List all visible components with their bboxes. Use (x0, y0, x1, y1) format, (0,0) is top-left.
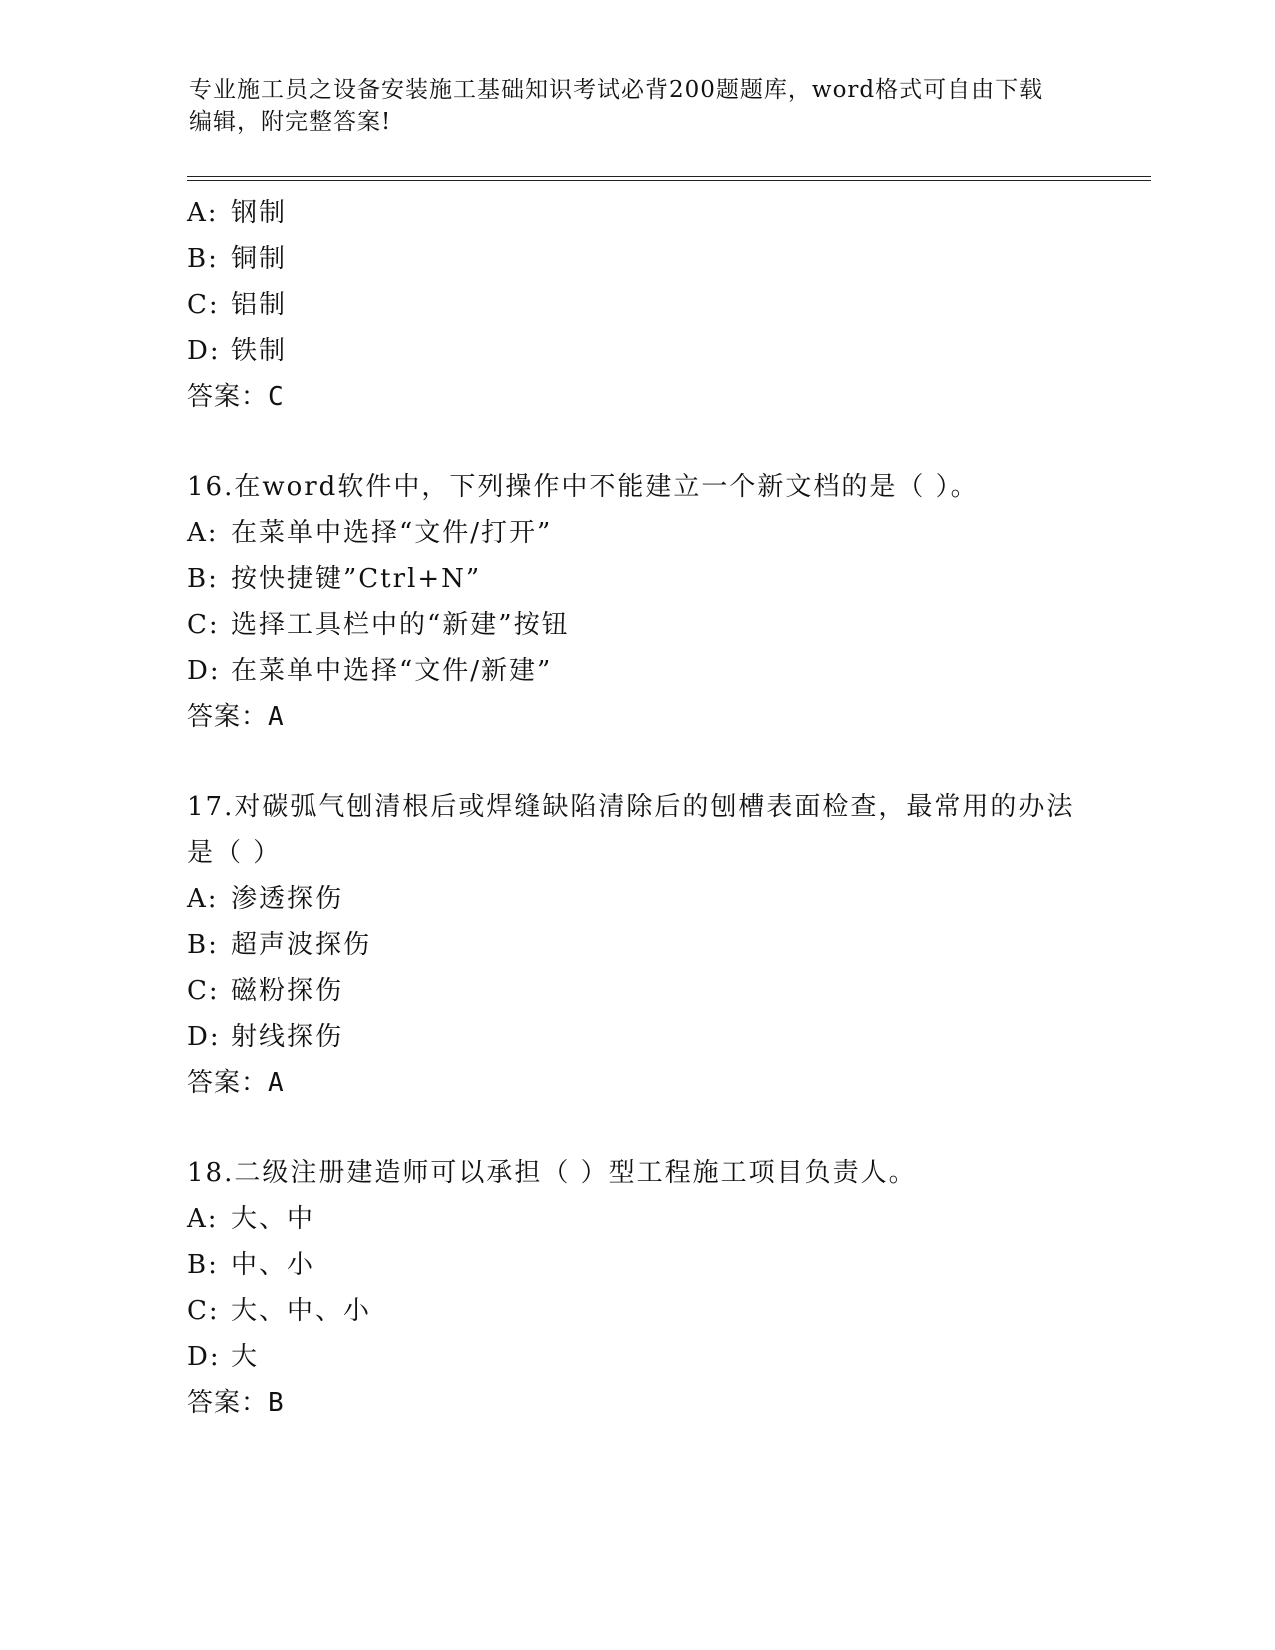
option-b (187, 556, 1147, 602)
option-c (187, 602, 1147, 648)
question-text: 18.二级注册建造师可以承担（ ）型工程施工项目负责人。 (187, 1158, 917, 1188)
option-label: A: (187, 1204, 219, 1234)
question-16 (187, 464, 1147, 740)
option-label: A: (187, 198, 219, 228)
option-label: B: (187, 564, 219, 594)
option-label: B: (187, 1250, 219, 1280)
option-text: 大、中 (231, 1204, 316, 1234)
option-label: C: (187, 290, 220, 320)
question-18 (187, 1150, 1147, 1426)
option-a (187, 190, 1147, 236)
option-text: 渗透探伤 (231, 884, 344, 914)
header-divider-top (187, 176, 1151, 177)
option-label: C: (187, 976, 220, 1006)
option-label: D: (187, 1022, 221, 1052)
option-text: 超声波探伤 (231, 930, 372, 960)
answer-line: 答案：A (187, 702, 285, 732)
question-17 (187, 784, 1147, 1106)
question-text: 17.对碳弧气刨清根后或焊缝缺陷清除后的刨槽表面检查，最常用的办法是（ ） (187, 792, 1075, 868)
question-15 (187, 190, 1147, 420)
question-text: 16.在word软件中，下列操作中不能建立一个新文档的是（ ）。 (187, 472, 979, 502)
option-b (187, 1242, 1147, 1288)
option-text: 铜制 (231, 244, 288, 274)
option-c (187, 968, 1147, 1014)
answer-line: 答案：A (187, 1068, 285, 1098)
option-label: B: (187, 930, 219, 960)
option-text: 选择工具栏中的“新建”按钮 (231, 610, 570, 640)
question-list (187, 190, 1147, 1426)
option-d (187, 1334, 1147, 1380)
option-text: 在菜单中选择“文件/打开” (231, 518, 553, 548)
option-text: 在菜单中选择“文件/新建” (231, 656, 553, 686)
document-header (189, 74, 1089, 138)
option-d (187, 648, 1147, 694)
option-b (187, 922, 1147, 968)
option-label: C: (187, 610, 220, 640)
option-d (187, 328, 1147, 374)
answer-line: 答案：B (187, 1388, 285, 1418)
option-text: 按快捷键”Ctrl+N” (231, 564, 482, 594)
option-label: B: (187, 244, 219, 274)
option-label: C: (187, 1296, 220, 1326)
option-text: 射线探伤 (231, 1022, 344, 1052)
option-b (187, 236, 1147, 282)
option-text: 铁制 (231, 336, 288, 366)
option-a (187, 876, 1147, 922)
option-a (187, 510, 1147, 556)
option-label: A: (187, 518, 219, 548)
header-title-line2: 编辑，附完整答案! (189, 109, 392, 135)
answer-line: 答案：C (187, 382, 285, 412)
option-c (187, 282, 1147, 328)
option-text: 磁粉探伤 (231, 976, 344, 1006)
option-label: D: (187, 656, 221, 686)
option-d (187, 1014, 1147, 1060)
option-label: D: (187, 336, 221, 366)
option-c (187, 1288, 1147, 1334)
header-divider-bottom (187, 180, 1151, 181)
option-label: D: (187, 1342, 221, 1372)
option-text: 大、中、小 (231, 1296, 372, 1326)
option-text: 大 (231, 1342, 260, 1372)
option-text: 中、小 (231, 1250, 316, 1280)
option-a (187, 1196, 1147, 1242)
option-text: 钢制 (231, 198, 288, 228)
option-text: 铝制 (231, 290, 288, 320)
option-label: A: (187, 884, 219, 914)
header-title-line1: 专业施工员之设备安装施工基础知识考试必背200题题库，word格式可自由下载 (189, 77, 1044, 103)
